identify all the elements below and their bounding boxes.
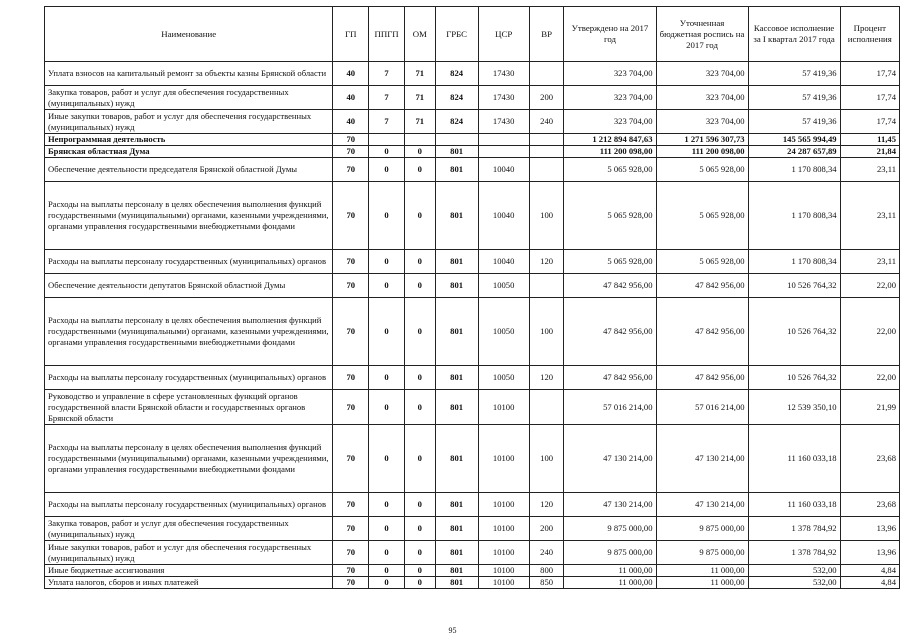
- cell-om: 71: [404, 86, 435, 110]
- cell-name: Расходы на выплаты персоналу государственных (муниципальных) органов: [45, 250, 333, 274]
- cell-name: Руководство и управление в сфере установленных функций органов государственной власти Брянской области и государственных органов Брянской области: [45, 390, 333, 425]
- table-row: [45, 274, 900, 298]
- cell-vr: 120: [529, 493, 564, 517]
- cell-gp: 70: [333, 425, 369, 493]
- cell-grbs: 801: [435, 565, 478, 577]
- cell-vr: 240: [529, 110, 564, 134]
- cell-grbs: 801: [435, 366, 478, 390]
- cell-percent: 22,00: [840, 298, 899, 366]
- cell-approved: 323 704,00: [564, 86, 656, 110]
- cell-ppgp: 0: [369, 366, 405, 390]
- cell-name: Брянская областная Дума: [45, 146, 333, 158]
- cell-ppgp: 0: [369, 182, 405, 250]
- table-row: [45, 62, 900, 86]
- cell-refined: 47 842 956,00: [656, 274, 748, 298]
- header-vr: ВР: [529, 7, 564, 62]
- cell-om: 0: [404, 250, 435, 274]
- cell-cash: 24 287 657,89: [748, 146, 840, 158]
- cell-percent: 23,68: [840, 425, 899, 493]
- header-gp: ГП: [333, 7, 369, 62]
- cell-grbs: 801: [435, 517, 478, 541]
- cell-refined: 5 065 928,00: [656, 158, 748, 182]
- table-row: [45, 158, 900, 182]
- cell-vr: 800: [529, 565, 564, 577]
- table-row: [45, 517, 900, 541]
- header-ppgp: ППГП: [369, 7, 405, 62]
- cell-grbs: 801: [435, 158, 478, 182]
- cell-vr: [529, 158, 564, 182]
- cell-cash: 10 526 764,32: [748, 298, 840, 366]
- cell-om: 0: [404, 158, 435, 182]
- cell-approved: 47 842 956,00: [564, 298, 656, 366]
- cell-cash: 11 160 033,18: [748, 425, 840, 493]
- cell-gp: 70: [333, 134, 369, 146]
- cell-approved: 11 000,00: [564, 565, 656, 577]
- cell-refined: 47 130 214,00: [656, 425, 748, 493]
- cell-csr: 17430: [478, 110, 529, 134]
- cell-gp: 70: [333, 577, 369, 589]
- cell-csr: [478, 146, 529, 158]
- cell-grbs: [435, 134, 478, 146]
- cell-percent: 13,96: [840, 541, 899, 565]
- cell-cash: 57 419,36: [748, 86, 840, 110]
- cell-gp: 70: [333, 182, 369, 250]
- cell-percent: 13,96: [840, 517, 899, 541]
- cell-approved: 9 875 000,00: [564, 541, 656, 565]
- cell-refined: 5 065 928,00: [656, 182, 748, 250]
- cell-vr: [529, 390, 564, 425]
- cell-gp: 70: [333, 541, 369, 565]
- cell-vr: 120: [529, 250, 564, 274]
- budget-table: [44, 6, 900, 589]
- cell-vr: [529, 62, 564, 86]
- cell-vr: 100: [529, 425, 564, 493]
- cell-vr: 120: [529, 366, 564, 390]
- cell-refined: 323 704,00: [656, 86, 748, 110]
- cell-refined: 9 875 000,00: [656, 517, 748, 541]
- cell-vr: [529, 146, 564, 158]
- cell-approved: 57 016 214,00: [564, 390, 656, 425]
- cell-refined: 1 271 596 307,73: [656, 134, 748, 146]
- table-row: [45, 541, 900, 565]
- cell-approved: 47 842 956,00: [564, 274, 656, 298]
- cell-approved: 1 212 894 847,63: [564, 134, 656, 146]
- cell-percent: 17,74: [840, 62, 899, 86]
- cell-csr: 10100: [478, 493, 529, 517]
- cell-grbs: 824: [435, 86, 478, 110]
- cell-vr: [529, 274, 564, 298]
- cell-ppgp: 0: [369, 493, 405, 517]
- cell-ppgp: 0: [369, 565, 405, 577]
- cell-cash: 145 565 994,49: [748, 134, 840, 146]
- cell-percent: 23,11: [840, 158, 899, 182]
- cell-name: Расходы на выплаты персоналу в целях обеспечения выполнения функций государственными (муниципальными) органами, казенными учреждениями, органами управления государственными внебюджетными фондами: [45, 298, 333, 366]
- cell-grbs: 801: [435, 182, 478, 250]
- cell-vr: 100: [529, 182, 564, 250]
- cell-om: 71: [404, 62, 435, 86]
- cell-cash: 57 419,36: [748, 62, 840, 86]
- header-grbs: ГРБС: [435, 7, 478, 62]
- cell-approved: 5 065 928,00: [564, 182, 656, 250]
- cell-percent: 11,45: [840, 134, 899, 146]
- cell-om: 0: [404, 565, 435, 577]
- cell-vr: [529, 134, 564, 146]
- cell-om: 0: [404, 541, 435, 565]
- cell-refined: 11 000,00: [656, 565, 748, 577]
- cell-csr: 10040: [478, 182, 529, 250]
- page-number: 95: [448, 626, 457, 635]
- cell-cash: 532,00: [748, 577, 840, 589]
- cell-vr: 850: [529, 577, 564, 589]
- table-row: [45, 146, 900, 158]
- cell-name: Закупка товаров, работ и услуг для обеспечения государственных (муниципальных) нужд: [45, 86, 333, 110]
- cell-cash: 1 170 808,34: [748, 158, 840, 182]
- cell-csr: 10040: [478, 158, 529, 182]
- cell-om: 0: [404, 517, 435, 541]
- cell-vr: 100: [529, 298, 564, 366]
- header-name: Наименование: [45, 7, 333, 62]
- cell-refined: 323 704,00: [656, 110, 748, 134]
- cell-om: 0: [404, 577, 435, 589]
- cell-om: 0: [404, 146, 435, 158]
- cell-grbs: 801: [435, 577, 478, 589]
- header-percent: Процент исполнения: [840, 7, 899, 62]
- cell-om: 0: [404, 182, 435, 250]
- table-body: [45, 62, 900, 589]
- cell-percent: 21,84: [840, 146, 899, 158]
- cell-percent: 23,11: [840, 250, 899, 274]
- cell-vr: 200: [529, 86, 564, 110]
- cell-gp: 70: [333, 565, 369, 577]
- cell-gp: 70: [333, 493, 369, 517]
- cell-cash: 11 160 033,18: [748, 493, 840, 517]
- cell-ppgp: 0: [369, 577, 405, 589]
- cell-refined: 11 000,00: [656, 577, 748, 589]
- table-row: [45, 86, 900, 110]
- cell-grbs: 801: [435, 146, 478, 158]
- cell-percent: 21,99: [840, 390, 899, 425]
- cell-percent: 17,74: [840, 86, 899, 110]
- cell-om: 0: [404, 493, 435, 517]
- cell-csr: 10050: [478, 366, 529, 390]
- cell-percent: 22,00: [840, 366, 899, 390]
- cell-name: Расходы на выплаты персоналу в целях обеспечения выполнения функций государственными (муниципальными) органами, казенными учреждениями, органами управления государственными внебюджетными фондами: [45, 182, 333, 250]
- cell-cash: 1 378 784,92: [748, 541, 840, 565]
- cell-ppgp: 0: [369, 390, 405, 425]
- cell-vr: 240: [529, 541, 564, 565]
- cell-name: Обеспечение деятельности депутатов Брянской областной Думы: [45, 274, 333, 298]
- cell-cash: 12 539 350,10: [748, 390, 840, 425]
- table-row: [45, 110, 900, 134]
- cell-percent: 23,11: [840, 182, 899, 250]
- cell-percent: 4,84: [840, 565, 899, 577]
- cell-cash: 1 170 808,34: [748, 250, 840, 274]
- cell-approved: 111 200 098,00: [564, 146, 656, 158]
- cell-refined: 47 130 214,00: [656, 493, 748, 517]
- cell-name: Непрограммная деятельность: [45, 134, 333, 146]
- cell-ppgp: 0: [369, 146, 405, 158]
- cell-cash: 10 526 764,32: [748, 366, 840, 390]
- cell-grbs: 824: [435, 62, 478, 86]
- cell-ppgp: [369, 134, 405, 146]
- cell-om: 0: [404, 390, 435, 425]
- cell-gp: 70: [333, 146, 369, 158]
- header-cash: Кассовое исполнение за I квартал 2017 года: [748, 7, 840, 62]
- cell-gp: 40: [333, 86, 369, 110]
- cell-ppgp: 7: [369, 110, 405, 134]
- cell-ppgp: 0: [369, 541, 405, 565]
- cell-om: 71: [404, 110, 435, 134]
- cell-csr: 10100: [478, 390, 529, 425]
- cell-name: Расходы на выплаты персоналу государственных (муниципальных) органов: [45, 493, 333, 517]
- cell-csr: 17430: [478, 62, 529, 86]
- cell-csr: [478, 134, 529, 146]
- cell-grbs: 801: [435, 425, 478, 493]
- table-row: [45, 425, 900, 493]
- cell-csr: 10040: [478, 250, 529, 274]
- cell-om: 0: [404, 425, 435, 493]
- cell-approved: 323 704,00: [564, 110, 656, 134]
- cell-name: Уплата взносов на капитальный ремонт за объекты казны Брянской области: [45, 62, 333, 86]
- cell-percent: 17,74: [840, 110, 899, 134]
- cell-cash: 57 419,36: [748, 110, 840, 134]
- cell-refined: 323 704,00: [656, 62, 748, 86]
- cell-grbs: 801: [435, 390, 478, 425]
- cell-name: Обеспечение деятельности председателя Брянской областной Думы: [45, 158, 333, 182]
- table-row: [45, 134, 900, 146]
- cell-grbs: 824: [435, 110, 478, 134]
- cell-om: 0: [404, 274, 435, 298]
- cell-csr: 10100: [478, 425, 529, 493]
- cell-csr: 10100: [478, 517, 529, 541]
- cell-name: Иные закупки товаров, работ и услуг для обеспечения государственных (муниципальных) нужд: [45, 541, 333, 565]
- header-refined: Уточненная бюджетная роспись на 2017 год: [656, 7, 748, 62]
- cell-om: [404, 134, 435, 146]
- cell-approved: 11 000,00: [564, 577, 656, 589]
- table-row: [45, 250, 900, 274]
- cell-name: Иные закупки товаров, работ и услуг для обеспечения государственных (муниципальных) нужд: [45, 110, 333, 134]
- cell-ppgp: 0: [369, 425, 405, 493]
- cell-approved: 9 875 000,00: [564, 517, 656, 541]
- cell-ppgp: 0: [369, 250, 405, 274]
- cell-grbs: 801: [435, 250, 478, 274]
- cell-gp: 40: [333, 110, 369, 134]
- table-row: [45, 182, 900, 250]
- header-approved: Утверждено на 2017 год: [564, 7, 656, 62]
- cell-approved: 323 704,00: [564, 62, 656, 86]
- table-row: [45, 565, 900, 577]
- table-header-row: [45, 7, 900, 62]
- cell-cash: 10 526 764,32: [748, 274, 840, 298]
- cell-grbs: 801: [435, 493, 478, 517]
- cell-name: Закупка товаров, работ и услуг для обеспечения государственных (муниципальных) нужд: [45, 517, 333, 541]
- cell-name: Расходы на выплаты персоналу государственных (муниципальных) органов: [45, 366, 333, 390]
- cell-name: Расходы на выплаты персоналу в целях обеспечения выполнения функций государственными (муниципальными) органами, казенными учреждениями, органами управления государственными внебюджетными фондами: [45, 425, 333, 493]
- cell-gp: 70: [333, 298, 369, 366]
- cell-approved: 47 130 214,00: [564, 425, 656, 493]
- table-row: [45, 390, 900, 425]
- cell-ppgp: 0: [369, 274, 405, 298]
- cell-ppgp: 0: [369, 517, 405, 541]
- header-csr: ЦСР: [478, 7, 529, 62]
- cell-grbs: 801: [435, 274, 478, 298]
- cell-percent: 23,68: [840, 493, 899, 517]
- cell-refined: 47 842 956,00: [656, 366, 748, 390]
- cell-percent: 4,84: [840, 577, 899, 589]
- table-row: [45, 493, 900, 517]
- cell-percent: 22,00: [840, 274, 899, 298]
- table-row: [45, 577, 900, 589]
- cell-approved: 47 130 214,00: [564, 493, 656, 517]
- cell-om: 0: [404, 366, 435, 390]
- cell-cash: 1 170 808,34: [748, 182, 840, 250]
- table-row: [45, 298, 900, 366]
- cell-gp: 70: [333, 366, 369, 390]
- table-row: [45, 366, 900, 390]
- cell-gp: 70: [333, 517, 369, 541]
- cell-approved: 47 842 956,00: [564, 366, 656, 390]
- cell-csr: 10050: [478, 298, 529, 366]
- cell-grbs: 801: [435, 541, 478, 565]
- cell-refined: 111 200 098,00: [656, 146, 748, 158]
- cell-grbs: 801: [435, 298, 478, 366]
- cell-name: Иные бюджетные ассигнования: [45, 565, 333, 577]
- cell-csr: 10100: [478, 577, 529, 589]
- cell-om: 0: [404, 298, 435, 366]
- cell-refined: 57 016 214,00: [656, 390, 748, 425]
- cell-name: Уплата налогов, сборов и иных платежей: [45, 577, 333, 589]
- cell-ppgp: 0: [369, 158, 405, 182]
- cell-gp: 70: [333, 250, 369, 274]
- cell-ppgp: 0: [369, 298, 405, 366]
- cell-csr: 17430: [478, 86, 529, 110]
- cell-csr: 10100: [478, 541, 529, 565]
- cell-csr: 10100: [478, 565, 529, 577]
- cell-gp: 40: [333, 62, 369, 86]
- cell-approved: 5 065 928,00: [564, 250, 656, 274]
- cell-refined: 9 875 000,00: [656, 541, 748, 565]
- cell-cash: 1 378 784,92: [748, 517, 840, 541]
- cell-ppgp: 7: [369, 62, 405, 86]
- cell-approved: 5 065 928,00: [564, 158, 656, 182]
- cell-gp: 70: [333, 158, 369, 182]
- cell-gp: 70: [333, 274, 369, 298]
- cell-csr: 10050: [478, 274, 529, 298]
- cell-refined: 47 842 956,00: [656, 298, 748, 366]
- cell-cash: 532,00: [748, 565, 840, 577]
- cell-ppgp: 7: [369, 86, 405, 110]
- cell-refined: 5 065 928,00: [656, 250, 748, 274]
- cell-gp: 70: [333, 390, 369, 425]
- header-om: ОМ: [404, 7, 435, 62]
- cell-vr: 200: [529, 517, 564, 541]
